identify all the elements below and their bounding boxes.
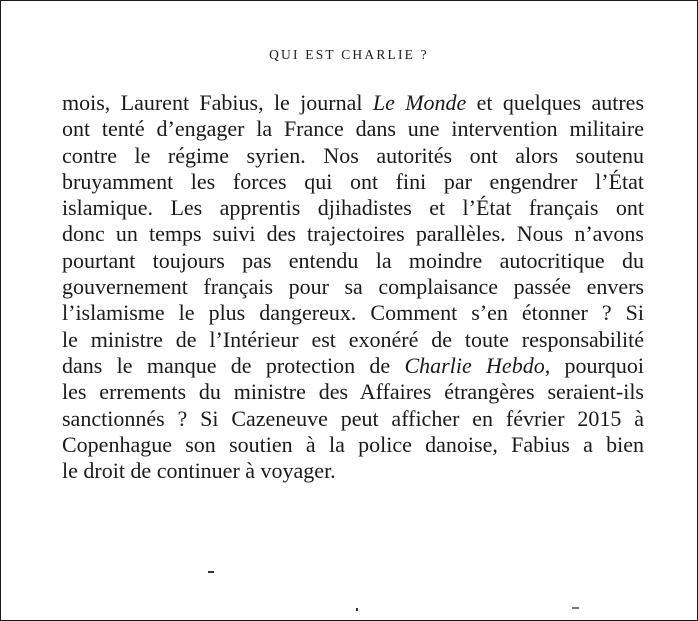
text-line: les errements du ministre des Affaires étrangères seraient-ils xyxy=(62,379,644,405)
text-line: gouvernement français pour sa complaisance passée envers xyxy=(62,274,644,300)
text-line: donc un temps suivi des trajectoires parallèles. Nous n’avons xyxy=(62,221,644,247)
scan-speck xyxy=(356,608,358,611)
text-line: sanctionnés ? Si Cazeneuve peut afficher en février 2015 à xyxy=(62,405,644,431)
text-line: l’islamisme le plus dangereux. Comment s’en étonner ? Si xyxy=(62,300,644,326)
text-line: bruyamment les forces qui ont fini par engendrer l’État xyxy=(62,168,644,194)
body-text xyxy=(62,90,644,484)
running-head: QUI EST CHARLIE ? xyxy=(269,47,429,62)
text-line: contre le régime syrien. Nos autorités ont alors soutenu xyxy=(62,142,644,168)
scan-speck xyxy=(208,571,214,573)
italic-title: Charlie Hebdo xyxy=(404,352,545,378)
text-line: mois, Laurent Fabius, le journal Le Monde et quelques autres xyxy=(62,90,644,115)
text-line: le ministre de l’Intérieur est exonéré de toute responsabilité xyxy=(62,326,644,352)
text-line: dans le manque de protection de Charlie Hebdo, pourquoi xyxy=(62,352,644,378)
scan-speck xyxy=(572,607,579,609)
text-line: pourtant toujours pas entendu la moindre autocritique du xyxy=(62,247,644,273)
text-line: le droit de continuer à voyager. xyxy=(62,458,336,484)
text-line: Copenhague son soutien à la police danoise, Fabius a bien xyxy=(62,431,644,457)
text-line: ont tenté d’engager la France dans une intervention militaire xyxy=(62,116,644,142)
text-line: islamique. Les apprentis djihadistes et l’État français ont xyxy=(62,195,644,221)
italic-title: Le Monde xyxy=(372,90,467,115)
